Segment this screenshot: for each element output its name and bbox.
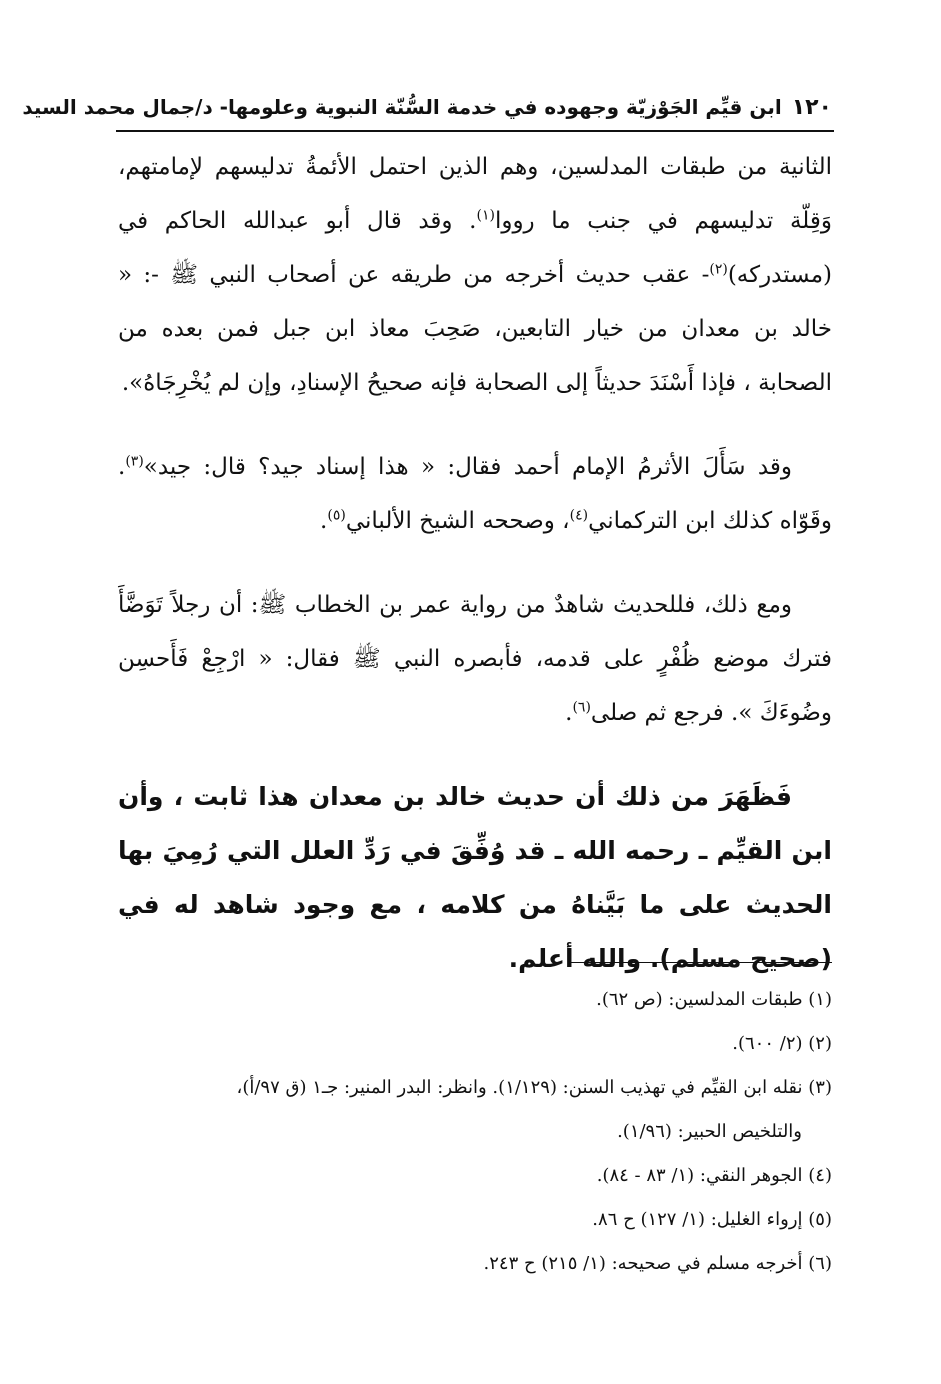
- paragraph-2: [118, 440, 832, 548]
- footnote-number: (٥): [808, 1209, 832, 1230]
- footnote-text: إرواء الغليل: (١/ ١٢٧) ح ٨٦.: [592, 1209, 803, 1230]
- footnote-ref[interactable]: (٥): [327, 507, 346, 524]
- footnote-number: (١): [808, 989, 832, 1010]
- footnote-ref[interactable]: (١): [476, 207, 495, 224]
- main-text: [118, 140, 832, 986]
- footnote-text: أخرجه مسلم في صحيحه: (١/ ٢١٥) ح ٢٤٣.: [483, 1253, 803, 1274]
- paragraph-1: [118, 140, 832, 410]
- paragraph-3: [118, 578, 832, 740]
- footnote-number: (٣): [808, 1077, 832, 1098]
- page-number: ١٢٠: [791, 95, 832, 120]
- footnote-3: [112, 1066, 832, 1154]
- footnote-divider: [568, 962, 832, 963]
- footnote-number: (٤): [808, 1165, 832, 1186]
- footnote-ref[interactable]: (٣): [125, 453, 144, 470]
- footnote-4: [112, 1154, 832, 1198]
- paragraph-text: .: [565, 700, 573, 726]
- footnotes: [112, 978, 832, 1286]
- footnote-text: طبقات المدلسين: (ص ٦٢).: [596, 989, 803, 1010]
- paragraph-text: ومع ذلك، فللحديث شاهدٌ من رواية عمر بن الخطاب ﷺ: أن رجلاً تَوَضَّأَ فترك موضع ظُفْرٍ على قدمه، فأبصره النبي ﷺ فقال: « ارْجِعْ فَأَحسِن وضُوءَكَ ». فرجع ثم صلى: [118, 592, 832, 726]
- footnote-text: (٢/ ٦٠٠).: [732, 1033, 803, 1054]
- footnote-ref[interactable]: (٢): [709, 261, 728, 278]
- footnote-1: [112, 978, 832, 1022]
- paragraph-text: .: [320, 508, 328, 534]
- footnote-number: (٦): [808, 1253, 832, 1274]
- footnote-ref[interactable]: (٤): [569, 507, 589, 524]
- footnote-number: (٢): [808, 1033, 832, 1054]
- running-header: [22, 92, 832, 123]
- paragraph-text: وقد سَأَلَ الأثرمُ الإمام أحمد فقال: « هذا إسناد جيد؟ قال: جيد»: [143, 454, 792, 480]
- footnote-6: [112, 1242, 832, 1286]
- footnote-continuation: والتلخيص الحبير: (١/٩٦).: [617, 1121, 802, 1142]
- paragraph-text: ، وصححه الشيخ الألباني: [345, 508, 570, 534]
- paragraph-text: - عقب حديث أخرجه من طريقه عن أصحاب النبي ﷺ -: « خالد بن معدان من خيار التابعين، صَحِبَ معاذ ابن جبل فمن بعده من الصحابة ، فإذا أَسْنَدَ حديثاً إلى الصحابة فإنه صحيحُ الإسنادِ، وإن لم يُخْرِجَاهُ».: [118, 262, 832, 396]
- footnote-ref[interactable]: (٦): [572, 699, 591, 716]
- header-divider: [116, 130, 834, 132]
- footnote-text: الجوهر النقي: (١/ ٨٣ - ٨٤).: [596, 1165, 803, 1186]
- footnote-5: [112, 1198, 832, 1242]
- paragraph-text: . وقد قال أبو عبدالله الحاكم في (مستدركه): [118, 208, 832, 288]
- paragraph-text: . وقَوّاه كذلك ابن التركماني: [118, 454, 832, 534]
- header-title: ابن قيِّم الجَوْزيّة وجهوده في خدمة السُّنّة النبوية وعلومها- د/جمال محمد السيد: [22, 95, 782, 119]
- conclusion-paragraph: فَظَهَرَ من ذلك أن حديث خالد بن معدان هذا ثابت ، وأن ابن القيِّم ـ رحمه الله ـ قد وُفِّقَ في رَدِّ العلل التي رُمِيَ بها الحديث على ما بَيَّناهُ من كلامه ، مع وجود شاهد له في (صحيح مسلم). والله أعلم.: [118, 782, 832, 973]
- footnote-text: نقله ابن القيِّم في تهذيب السنن: (١/١٢٩). وانظر: البدر المنير: جـ١ (ق ٩٧/أ)،: [236, 1077, 803, 1098]
- paragraph-text: الثانية من طبقات المدلسين، وهم الذين احتمل الأئمةُ تدليسهم لإمامتهم، وَقِلّة تدليسهم في جنب ما رووا: [118, 154, 832, 234]
- footnote-2: [112, 1022, 832, 1066]
